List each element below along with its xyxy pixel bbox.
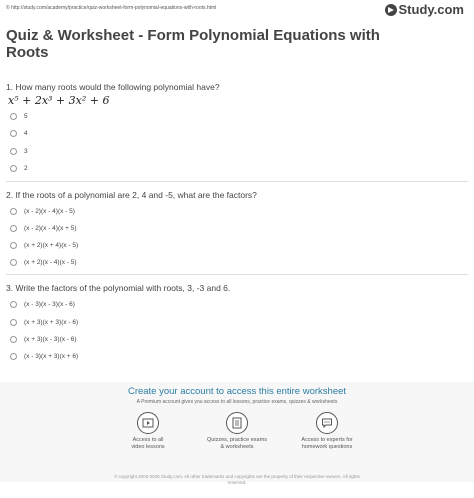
play-icon	[137, 412, 159, 434]
radio-button[interactable]	[10, 319, 17, 326]
chat-icon	[316, 412, 338, 434]
question-3-option[interactable]	[10, 336, 77, 343]
feature-line: homework questions	[301, 444, 353, 450]
feature-line: Quizzes, practice exams	[207, 437, 267, 443]
promo-title[interactable]: Create your account to access this entire worksheet	[127, 386, 347, 397]
copyright-line: reserved.	[227, 480, 247, 485]
feature-line: Access to experts for	[301, 437, 353, 443]
option-label: (x + 2)(x - 4)(x - 5)	[24, 259, 77, 266]
radio-button[interactable]	[10, 353, 17, 360]
logo-play-icon	[385, 4, 397, 16]
page-url: © http://study.com/academy/practice/quiz-worksheet-form-polynomial-equations-with-roots.html	[6, 5, 217, 11]
option-label: 4	[24, 130, 28, 137]
divider	[6, 274, 468, 275]
radio-button[interactable]	[10, 148, 17, 155]
logo-text: Study.com	[398, 2, 464, 17]
question-3-option[interactable]	[10, 353, 78, 360]
option-label: 5	[24, 113, 28, 120]
question-1-prompt: 1. How many roots would the following polynomial have?	[6, 82, 220, 92]
radio-button[interactable]	[10, 208, 17, 215]
option-label: 3	[24, 148, 28, 155]
copyright	[0, 474, 474, 486]
question-1-expression: x⁵ + 2x³ + 3x² + 6	[8, 94, 110, 107]
question-1-option[interactable]	[10, 165, 28, 172]
option-label: (x - 3)(x + 3)(x + 6)	[24, 353, 79, 360]
option-label: (x - 2)(x - 4)(x - 5)	[24, 208, 75, 215]
question-2-option[interactable]	[10, 242, 78, 249]
option-label: (x + 2)(x + 4)(x - 5)	[24, 242, 79, 249]
copyright-line: © copyright 2003-2020 Study.com. All other trademarks and copyrights are the property of their respective owners. All rights	[114, 474, 360, 479]
question-1-option[interactable]	[10, 148, 28, 155]
feature-line: & worksheets	[220, 444, 254, 450]
question-3-option[interactable]	[10, 319, 78, 326]
radio-button[interactable]	[10, 225, 17, 232]
radio-button[interactable]	[10, 259, 17, 266]
question-2-option[interactable]	[10, 259, 77, 266]
feature-experts	[282, 412, 372, 451]
feature-quizzes	[192, 412, 282, 451]
question-2-option[interactable]	[10, 225, 77, 232]
question-2-option[interactable]	[10, 208, 75, 215]
question-3-prompt: 3. Write the factors of the polynomial with roots, 3, -3 and 6.	[6, 283, 231, 293]
option-label: 2	[24, 165, 28, 172]
option-label: (x - 2)(x - 4)(x + 5)	[24, 225, 77, 232]
question-1-option[interactable]	[10, 113, 28, 120]
radio-button[interactable]	[10, 165, 17, 172]
option-label: (x + 3)(x - 3)(x - 6)	[24, 336, 77, 343]
radio-button[interactable]	[10, 113, 17, 120]
question-1-option[interactable]	[10, 130, 28, 137]
radio-button[interactable]	[10, 242, 17, 249]
question-3-option[interactable]	[10, 301, 75, 308]
option-label: (x - 3)(x - 3)(x - 6)	[24, 301, 75, 308]
radio-button[interactable]	[10, 336, 17, 343]
option-label: (x + 3)(x + 3)(x - 6)	[24, 319, 79, 326]
top-bar	[0, 0, 474, 18]
feature-video-lessons	[103, 412, 193, 451]
question-2-prompt: 2. If the roots of a polynomial are 2, 4 and -5, what are the factors?	[6, 190, 257, 200]
radio-button[interactable]	[10, 301, 17, 308]
promo-subtitle: A Premium account gives you access to all lessons, practice exams, quizzes & worksheets	[136, 399, 338, 405]
radio-button[interactable]	[10, 130, 17, 137]
feature-line: Access to all	[132, 437, 164, 443]
premium-promo	[0, 382, 474, 482]
page-title: Quiz & Worksheet - Form Polynomial Equations with Roots	[6, 27, 380, 61]
divider	[6, 181, 468, 182]
feature-line: video lessons	[131, 444, 165, 450]
checklist-icon	[226, 412, 248, 434]
study-logo[interactable]	[385, 2, 465, 17]
